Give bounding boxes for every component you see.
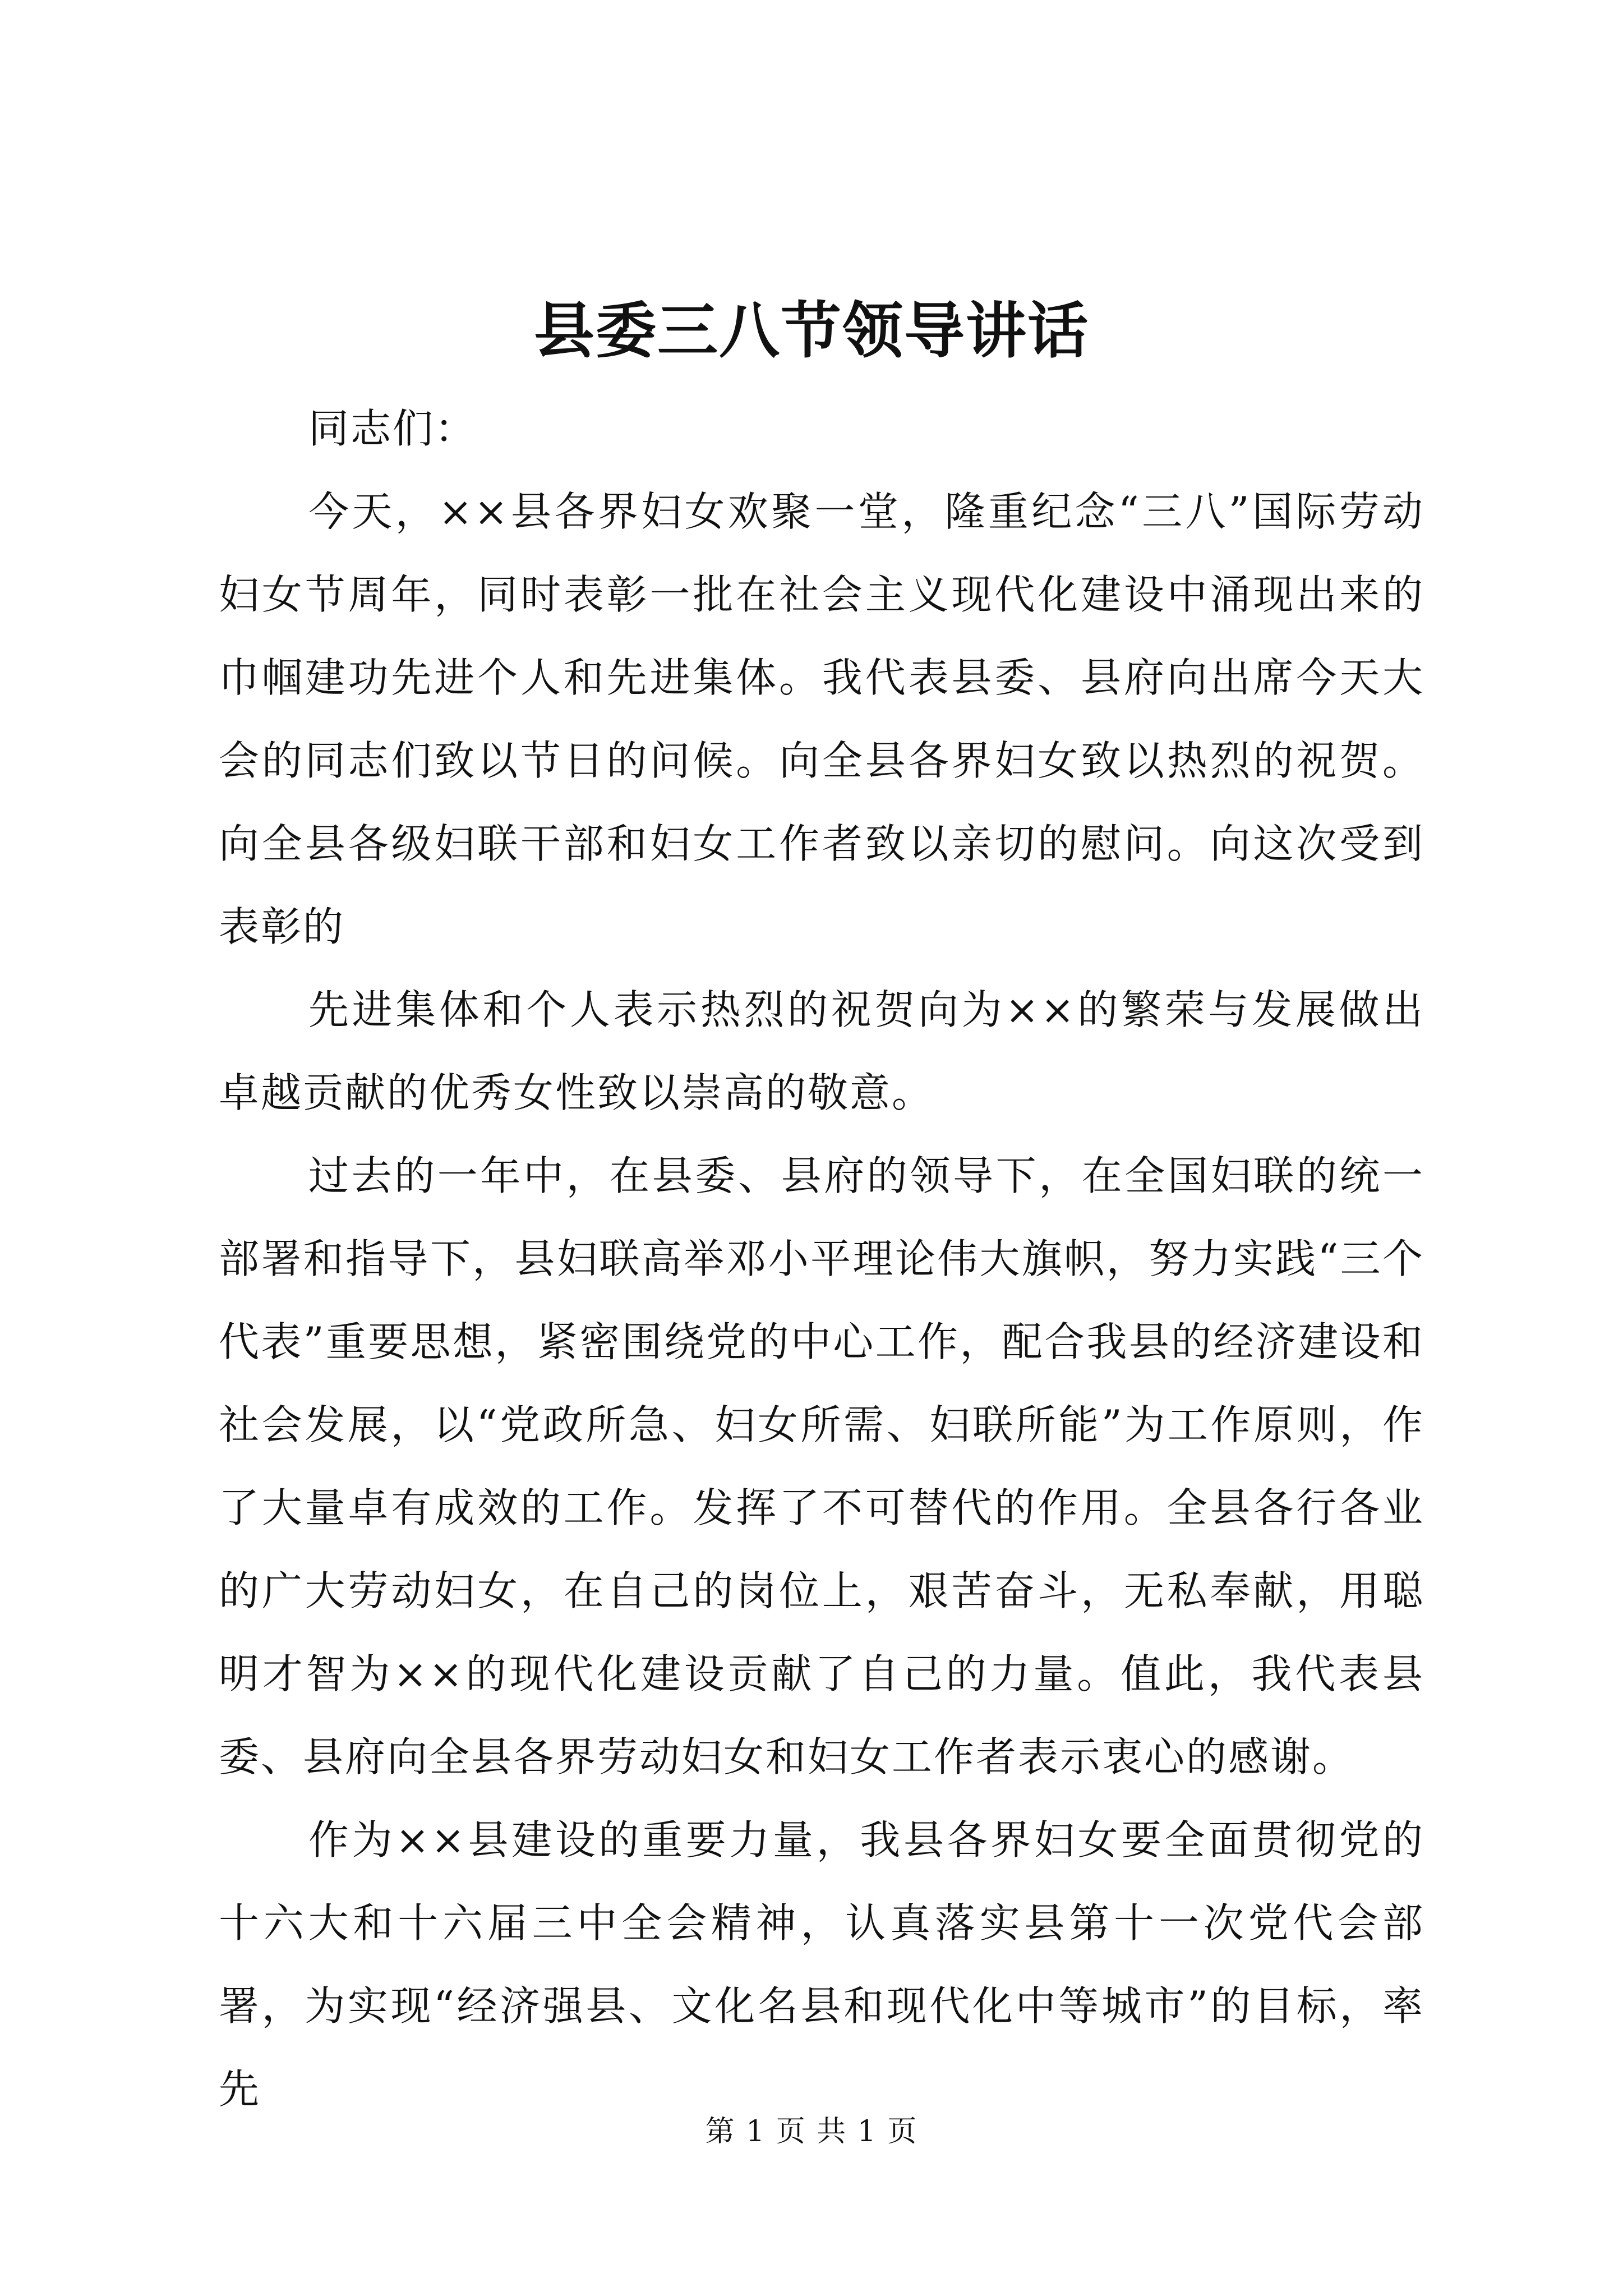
paragraph: 今天，××县各界妇女欢聚一堂，隆重纪念“三八”国际劳动妇女节周年，同时表彰一批在社会主义现代化建设中涌现出来的巾帼建功先进个人和先进集体。我代表县委、县府向出席今天大会的同志们致以节日的问候。向全县各界妇女致以热烈的祝贺。向全县各级妇联干部和妇女工作者致以亲切的慰问。向这次受到表彰的 <box>219 488 1424 950</box>
paragraph: 先进集体和个人表示热烈的祝贺向为××的繁荣与发展做出卓越贡献的优秀女性致以崇高的敬意。 <box>219 986 1424 1116</box>
page-footer: 第 1 页 共 1 页 <box>705 2115 918 2148</box>
document-body <box>219 387 1424 2131</box>
salutation: 同志们： <box>308 405 477 452</box>
paragraph: 过去的一年中，在县委、县府的领导下，在全国妇联的统一部署和指导下，县妇联高举邓小平理论伟大旗帜，努力实践“三个代表”重要思想，紧密围绕党的中心工作，配合我县的经济建设和社会发展，以“党政所急、妇女所需、妇联所能”为工作原则，作了大量卓有成效的工作。发挥了不可替代的作用。全县各行各业的广大劳动妇女，在自己的岗位上，艰苦奋斗，无私奉献，用聪明才智为××的现代化建设贡献了自己的力量。值此，我代表县委、县府向全县各界劳动妇女和妇女工作者表示衷心的感谢。 <box>219 1152 1424 1780</box>
paragraph: 作为××县建设的重要力量，我县各界妇女要全面贯彻党的十六大和十六届三中全会精神，认真落实县第十一次党代会部署，为实现“经济强县、文化名县和现代化中等城市”的目标，率先 <box>219 1816 1424 2113</box>
document-title: 县委三八节领导讲话 <box>533 296 1089 366</box>
